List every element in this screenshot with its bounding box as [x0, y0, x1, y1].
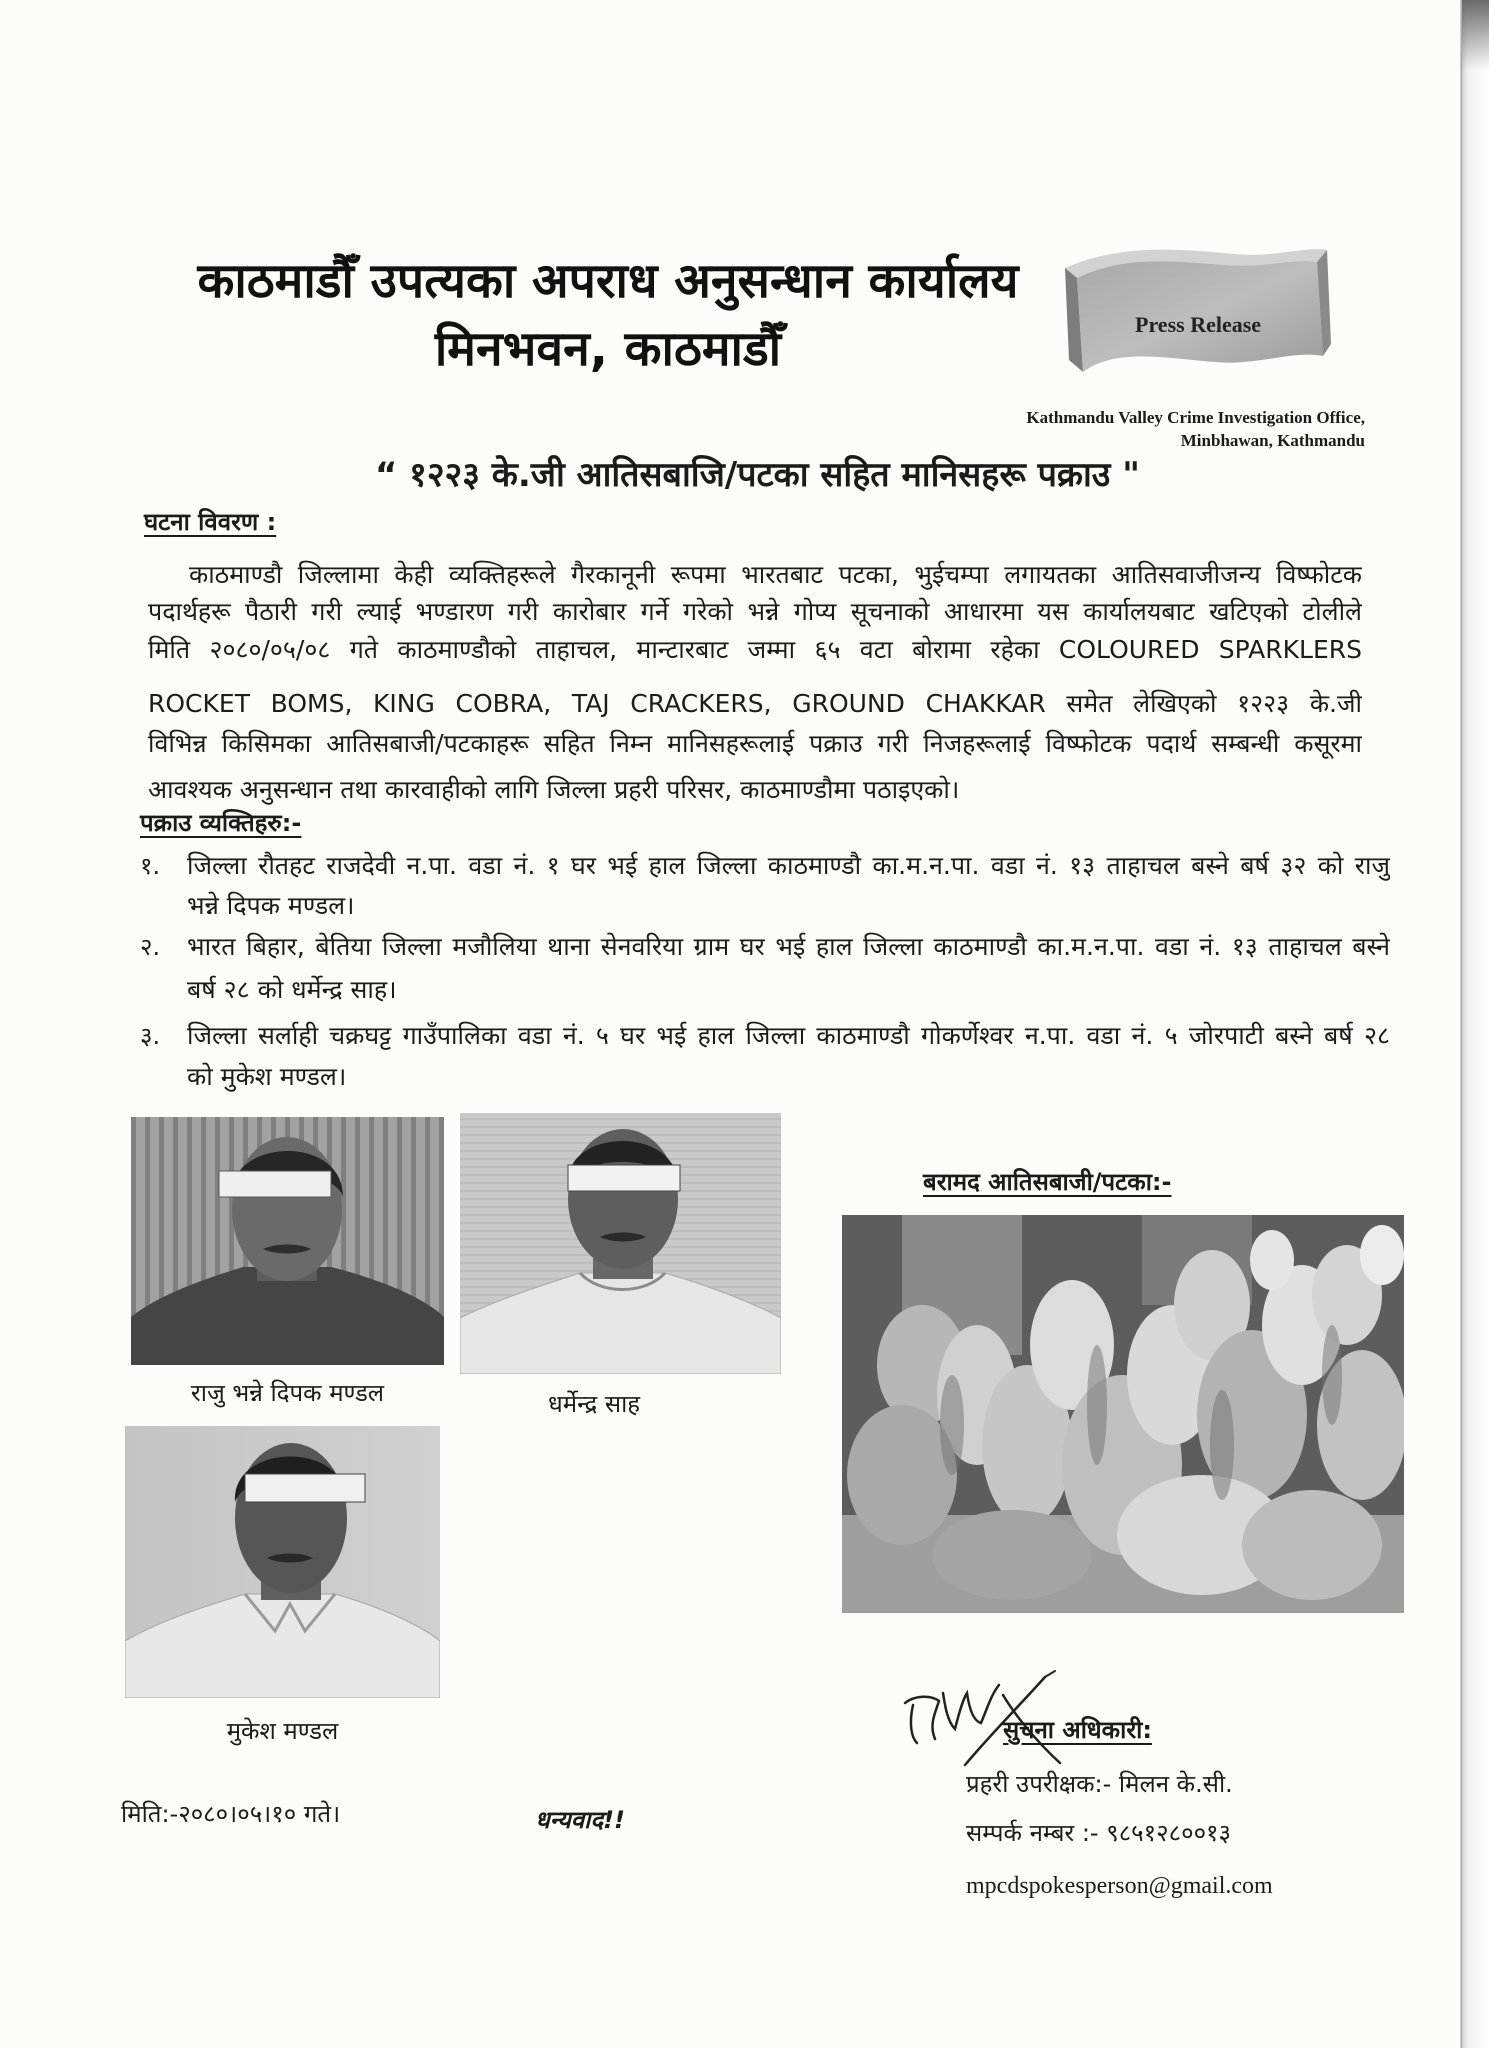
- arrested-person-line: भन्ने दिपक मण्डल।: [187, 891, 355, 920]
- headline: “ १२२३ के.जी आतिसबाजि/पटका सहित मानिसहरू पक्राउ ": [374, 455, 1140, 495]
- office-title: काठमाडौँ उपत्यका अपराध अनुसन्धान कार्यालय: [197, 253, 1019, 309]
- incident-line: पदार्थहरू पैठारी गरी ल्याई भण्डारण गरी कारोबार गर्ने गरेको भन्ने गोप्य सूचनाको आधारमा यस कार्यालयबाट खटिएको टोलीले: [148, 597, 1362, 626]
- incident-line: काठमाण्डौ जिल्लामा केही व्यक्तिहरूले गैरकानूनी रूपमा भारतबाट पटका, भुईचम्पा लगायतका आतिसवाजीजन्य विष्फोटक: [189, 560, 1362, 589]
- office-name-english: Kathmandu Valley Crime Investigation Office,: [1026, 408, 1365, 427]
- eye-mask: [568, 1165, 680, 1191]
- thank-you-note: धन्यवाद!!: [535, 1806, 625, 1834]
- scan-right-edge: [1456, 0, 1489, 2048]
- incident-line: ROCKET BOMS, KING COBRA, TAJ CRACKERS, GROUND CHAKKAR समेत लेखिएको १२२३ के.जी: [148, 689, 1362, 718]
- arrested-person-line: भारत बिहार, बेतिया जिल्ला मजौलिया थाना सेनवरिया ग्राम घर भई हाल जिल्ला काठमाण्डौ का.म.न.पा. वडा नं. १३ ताहाचल बस्ने: [187, 932, 1390, 961]
- list-number: ३.: [140, 1022, 161, 1050]
- arrested-person-line: को मुकेश मण्डल।: [187, 1062, 347, 1091]
- release-date: मिति:-२०८०।०५।१० गते।: [121, 1800, 341, 1828]
- eye-mask: [219, 1171, 331, 1197]
- officer-name: प्रहरी उपरीक्षक:- मिलन के.सी.: [966, 1770, 1233, 1798]
- suspect-photo-2: [460, 1113, 781, 1374]
- arrested-person-line: बर्ष २८ को धर्मेन्द्र साह।: [187, 975, 397, 1004]
- press-release-banner-graphic: [1055, 240, 1335, 375]
- office-location: मिनभवन, काठमाडौँ: [434, 321, 782, 377]
- incident-heading: घटना विवरण :: [144, 508, 277, 536]
- seized-items-heading: बरामद आतिसबाजी/पटका:-: [923, 1168, 1172, 1196]
- press-release-badge: [1055, 240, 1335, 375]
- arrested-heading: पक्राउ व्यक्तिहरु:-: [140, 809, 302, 837]
- suspect-photo-1: [131, 1117, 444, 1365]
- incident-line: विभिन्न किसिमका आतिसबाजी/पटकाहरू सहित निम्न मानिसहरूलाई पक्राउ गरी निजहरूलाई विष्फोटक पदार्थ सम्बन्धी कसूरमा: [148, 729, 1362, 758]
- seized-fireworks-photo: [842, 1215, 1404, 1613]
- contact-number: सम्पर्क नम्बर :- ९८५१२८००१३: [966, 1819, 1232, 1847]
- office-address-english: Minbhawan, Kathmandu: [1180, 431, 1365, 450]
- incident-line: आवश्यक अनुसन्धान तथा कारवाहीको लागि जिल्ला प्रहरी परिसर, काठमाण्डौमा पठाइएको।: [148, 775, 960, 804]
- suspect-2-caption: धर्मेन्द्र साह: [547, 1390, 641, 1418]
- eye-mask: [245, 1474, 365, 1502]
- officer-heading: सुचना अधिकारी:: [1003, 1716, 1152, 1744]
- incident-line: मिति २०८०/०५/०८ गते काठमाण्डौको ताहाचल, मान्टारबाट जम्मा ६५ वटा बोरामा रहेका COLOURED SPARKLERS: [148, 635, 1362, 664]
- list-number: १.: [140, 852, 161, 880]
- list-number: २.: [140, 933, 161, 961]
- press-release-label: Press Release: [1135, 312, 1262, 337]
- arrested-person-line: जिल्ला सर्लाही चक्रघट्ट गाउँपालिका वडा नं. ५ घर भई हाल जिल्ला काठमाण्डौ गोकर्णेश्वर न.पा. वडा नं. ५ जोरपाटी बस्ने बर्ष २८: [187, 1021, 1390, 1050]
- contact-email: mpcdspokesperson@gmail.com: [966, 1873, 1273, 1899]
- suspect-photo-3: [125, 1426, 440, 1698]
- suspect-3-caption: मुकेश मण्डल: [226, 1717, 339, 1745]
- scan-corner-shadow: [1462, 0, 1489, 70]
- suspect-1-caption: राजु भन्ने दिपक मण्डल: [190, 1379, 385, 1407]
- arrested-person-line: जिल्ला रौतहट राजदेवी न.पा. वडा नं. १ घर भई हाल जिल्ला काठमाण्डौ का.म.न.पा. वडा नं. १३ ताहाचल बस्ने बर्ष ३२ को राजु: [187, 851, 1390, 880]
